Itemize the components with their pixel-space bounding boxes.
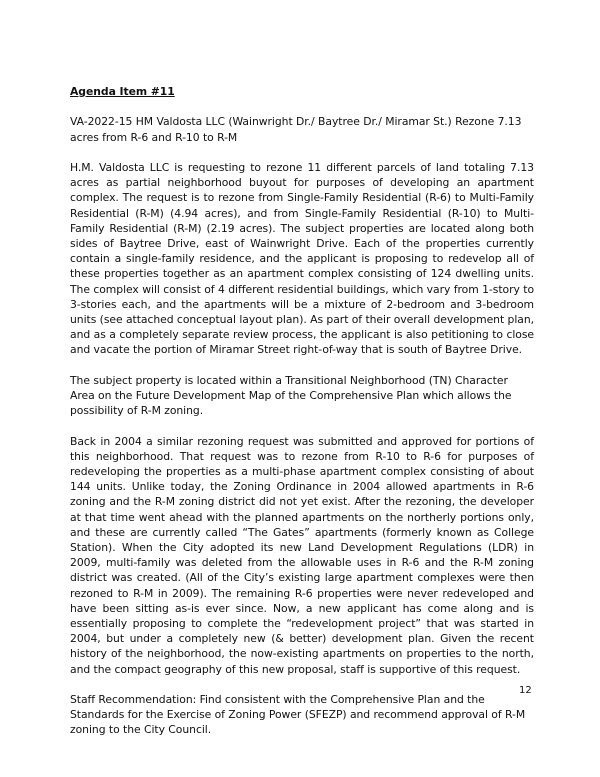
paragraph-history: Back in 2004 a similar rezoning request was submitted and approved for portions of this neighborhood. That request was to rezone from R-10 to R-6 for purposes of redeveloping the properties as a multi-phase apartment complex consisting of about 144 units. Unlike today, the Zoning Ordinance in 2004 allowed apartments in R-6 zoning and the R-M zoning district did not yet exist. After the rezoning, the developer at that time went ahead with the planned apartments on the northerly portions only, and these are currently called “The Gates” apartments (formerly known as College Station). When the City adopted its new Land Development Regulations (LDR) in 2009, multi-family was deleted from the allowable uses in R-6 and the R-M zoning district was created. (All of the City’s existing large apartment complexes were then rezoned to R-M in 2009). The remaining R-6 properties were never redeveloped and have been sitting as-is ever since. Now, a new applicant has come along and is essentially proposing to complete the “redevelopment project” that was started in 2004, but under a completely new (& better) development plan. Given the recent history of the neighborhood, the now-existing apartments on properties to the north, and the compact geography of this new proposal, staff is supportive of this request. (70, 434, 534, 676)
paragraph-character-area: The subject property is located within a Transitional Neighborhood (TN) Character Area on the Future Development Map of the Comprehensive Plan which allows the possibility of R-M zoning. (70, 373, 512, 418)
document-body (70, 84, 534, 753)
agenda-item-subheading: VA-2022-15 HM Valdosta LLC (Wainwright Dr./ Baytree Dr./ Miramar St.) Rezone 7.13 acres from R-6 and R-10 to R-M (70, 115, 522, 144)
paragraph-staff-recommendation: Staff Recommendation: Find consistent with the Comprehensive Plan and the Standards for the Exercise of Zoning Power (SFEZP) and recommend approval of R-M zoning to the City Council. (70, 693, 526, 737)
page-number: 12 (519, 685, 532, 696)
paragraph-request-summary: H.M. Valdosta LLC is requesting to rezone 11 different parcels of land totaling 7.13 acres as partial neighborhood buyout for purposes of developing an apartment complex. The request is to rezone from Single-Family Residential (R-6) to Multi-Family Residential (R-M) (4.94 acres), and from Single-Family Residential (R-10) to Multi-Family Residential (R-M) (2.19 acres). The subject properties are located along both sides of Baytree Drive, east of Wainwright Drive. Each of the properties currently contain a single-family residence, and the applicant is proposing to redevelop all of these properties together as an apartment complex consisting of 124 dwelling units. The complex will consist of 4 different residential buildings, which vary from 1-story to 3-stories each, and the apartments will be a mixture of 2-bedroom and 3-bedroom units (see attached conceptual layout plan). As part of their overall development plan, and as a completely separate review process, the applicant is also petitioning to close and vacate the portion of Miramar Street right-of-way that is south of Baytree Drive. (70, 160, 535, 357)
agenda-item-heading: Agenda Item #11 (70, 85, 175, 98)
